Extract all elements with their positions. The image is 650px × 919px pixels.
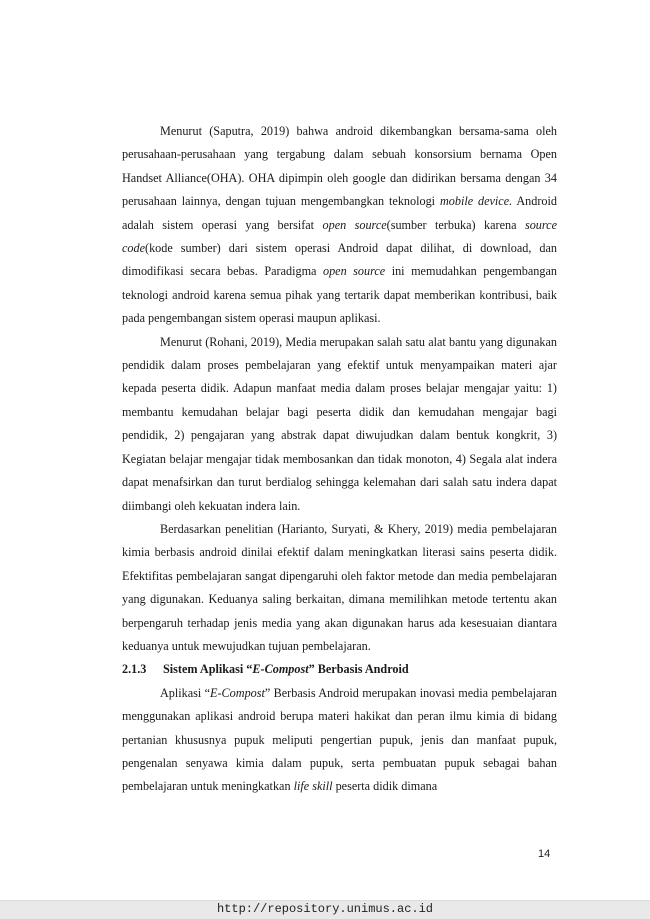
paragraph-android-definition [122,120,557,331]
text-run: ini memudahkan pengembangan teknologi android karena semua pihak yang tertarik dapat memberikan kontribusi, baik pada pengembangan sistem operasi maupun aplikasi. [122,264,557,326]
paragraph-research-findings [122,518,557,658]
text-run: peserta didik dimana [332,779,438,794]
page-body [122,120,557,799]
repository-url: http://repository.unimus.ac.id [216,902,434,916]
section-title [163,662,409,676]
text-run: Menurut (Rohani, 2019), Media merupakan salah satu alat bantu yang digunakan pendidik dalam proses pembelajaran yang efektif untuk menyampaikan materi ajar kepada peserta didik. Adapun manfaat media dalam proses belajar mengajar yaitu: 1) membantu kemudahan belajar bagi peserta didik dan kemudahan mengajar bagi pendidik, 2) pengajaran yang abstrak dapat diwujudkan dalam bentuk kongkrit, 3) Kegiatan belajar mengajar tidak membosankan dan tidak monoton, 4) Segala alat indera dapat menafsirkan dan turut berdialog sehingga kelemahan dari salah satu indera dapat diimbangi oleh kekuatan indera lain. [122,334,557,513]
text-run: Berdasarkan penelitian (Harianto, Suryati, & Khery, 2019) media pembelajaran kimia berbasis android dinilai efektif dalam meningkatkan literasi sains peserta didik. Efektifitas pembelajaran sangat dipengaruhi oleh faktor metode dan media pembelajaran yang digunakan. Keduanya saling berkaitan, dimana memilihkan metode tertentu akan berpengaruh terhadap jenis media yang akan digunakan harus ada kesesuaian diantara keduanya untuk mewujudkan tujuan pembelajaran. [122,521,557,653]
page-number: 14 [538,848,551,860]
text-run: Menurut (Saputra, 2019) bahwa android dikembangkan bersama-sama oleh perusahaan-perusahaan yang tergabung dalam sebuah konsorsium bernama Open Handset Alliance(OHA). OHA dipimpin oleh google dan didirikan bersama dengan 34 perusahaan lainnya, dengan tujuan mengembangkan teknologi [122,124,557,209]
section-number: 2.1.3 [122,662,147,677]
text-run: (kode sumber) dari sistem operasi Android dapat dilihat, di download, dan dimodifikasi secara bebas. Paradigma [122,241,557,279]
italic-term: open source [322,264,386,279]
italic-term: life skill [293,779,333,794]
paragraph-media-benefits [122,331,557,518]
italic-term: E-Compost [210,685,265,700]
italic-term: source code [122,217,557,256]
italic-term: open source [322,217,387,232]
text-run: Sistem Aplikasi “ [163,662,253,677]
text-run: (sumber terbuka) karena [386,217,525,232]
text-run: ” Berbasis Android [308,662,409,677]
section-heading [122,658,557,681]
text-run: ” Berbasis Android merupakan inovasi media pembelajaran menggunakan aplikasi android berupa materi hakikat dan peran ilmu kimia di bidang pertanian khususnya pupuk meliputi pengertian pupuk, jenis dan manfaat pupuk, pengenalan senyawa kimia dalam pupuk, serta pembuatan pupuk sebagai bahan pembelajaran untuk meningkatkan [122,685,557,794]
paragraph-ecompost-description [122,682,557,799]
italic-term: mobile device. [439,194,513,209]
italic-term: E-Compost [252,662,309,677]
text-run: Android adalah sistem operasi yang bersifat [122,194,557,232]
text-run: Aplikasi “ [160,685,211,700]
